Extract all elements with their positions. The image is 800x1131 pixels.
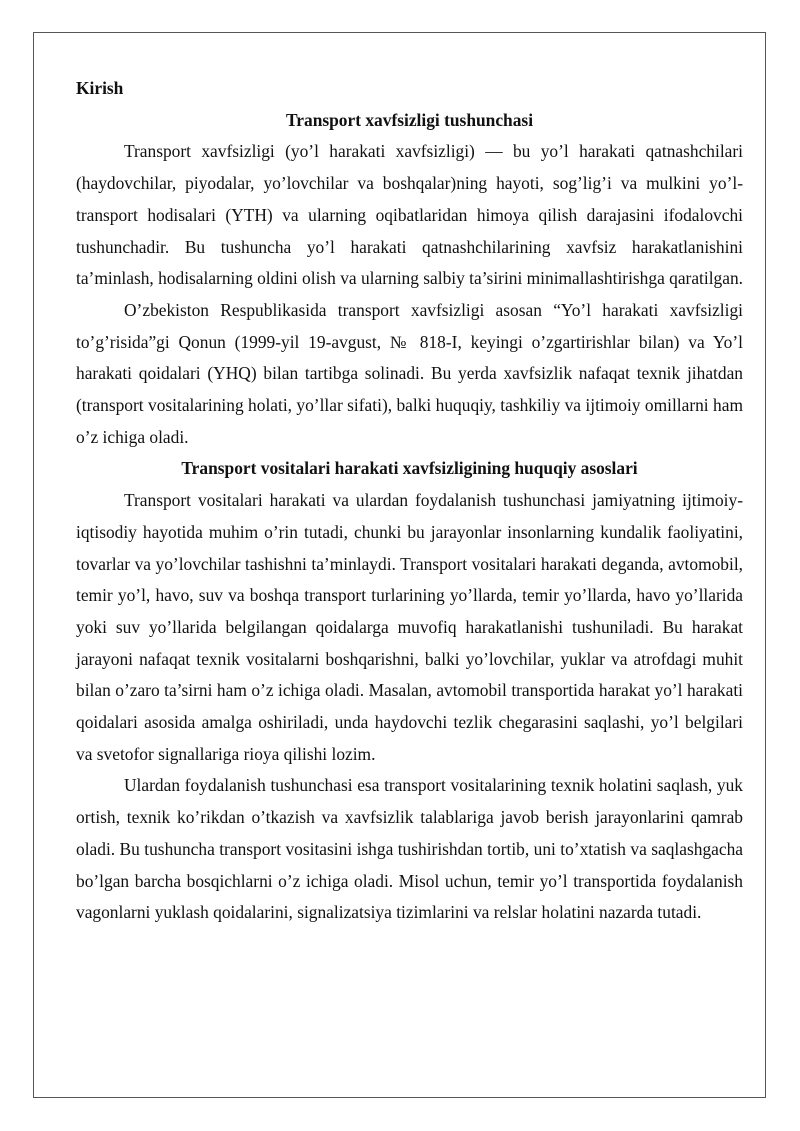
paragraph: Transport vositalari harakati va ulardan foydalanish tushunchasi jamiyatning ijtimoiy-iqtisodiy hayotida muhim o’rin tutadi, chunki bu jarayonlar insonlarning kundalik faoliyatini, tovarlar va yo’lovchilar tashishni ta’minlaydi. Transport vositalari harakati deganda, avtomobil, temir yo’l, havo, suv va boshqa transport turlarining yo’llarda, temir yo’llarda, havo yo’llarida yoki suv yo’llarida belgilangan qoidalarga muvofiq harakatlanishi tushuniladi. Bu harakat jarayoni nafaqat texnik vositalarni boshqarishni, balki yo’lovchilar, yuklar va atrofdagi muhit bilan o’zaro ta’sirni ham o’z ichiga oladi. Masalan, avtomobil transportida harakat yo’l harakati qoidalari asosida amalga oshiriladi, unda haydovchi tezlik chegarasini saqlashi, yo’l belgilari va svetofor signallariga rioya qilishi lozim.: [76, 490, 743, 764]
document-body: [76, 73, 743, 929]
heading-transport-safety-concept: Transport xavfsizligi tushunchasi: [285, 109, 534, 130]
section-title: Kirish: [76, 78, 124, 98]
paragraph: Ulardan foydalanish tushunchasi esa transport vositalarining texnik holatini saqlash, yuk ortish, texnik ko’rikdan o’tkazish va xavfsizlik talablariga javob berish jarayonlarini qamrab oladi. Bu tushuncha transport vositasini ishga tushirishdan tortib, uni to’xtatish va saqlashgacha bo’lgan barcha bosqichlarni o’z ichiga oladi. Misol uchun, temir yo’l transportida foydalanish vagonlarni yuklash qoidalarini, signalizatsiya tizimlarini va relslar holatini nazarda tutadi.: [76, 775, 743, 923]
paragraph: Transport xavfsizligi (yo’l harakati xavfsizligi) — bu yo’l harakati qatnashchilari (haydovchilar, piyodalar, yo’lovchilar va boshqalar)ning hayoti, sog’lig’i va mulkini yo’l-transport hodisalari (YTH) va ularning oqibatlaridan himoya qilish darajasini ifodalovchi tushunchadir. Bu tushuncha yo’l harakati qatnashchilarining xavfsiz harakatlanishini ta’minlash, hodisalarning oldini olish va ularning salbiy ta’sirini minimallashtirishga qaratilgan.: [76, 141, 744, 289]
heading-legal-foundations: Transport vositalari harakati xavfsizligining huquqiy asoslari: [181, 458, 638, 479]
paragraph: O’zbekiston Respublikasida transport xavfsizligi asosan “Yo’l harakati xavfsizligi to’g’risida”gi Qonun (1999-yil 19-avgust, № 818-I, keyingi o’zgartirishlar bilan) va Yo’l harakati qoidalari (YHQ) bilan tartibga solinadi. Bu yerda xavfsizlik nafaqat texnik jihatdan (transport vositalarining holati, yo’llar sifati), balki huquqiy, tashkiliy va ijtimoiy omillarni ham o’z ichiga oladi.: [76, 299, 743, 447]
